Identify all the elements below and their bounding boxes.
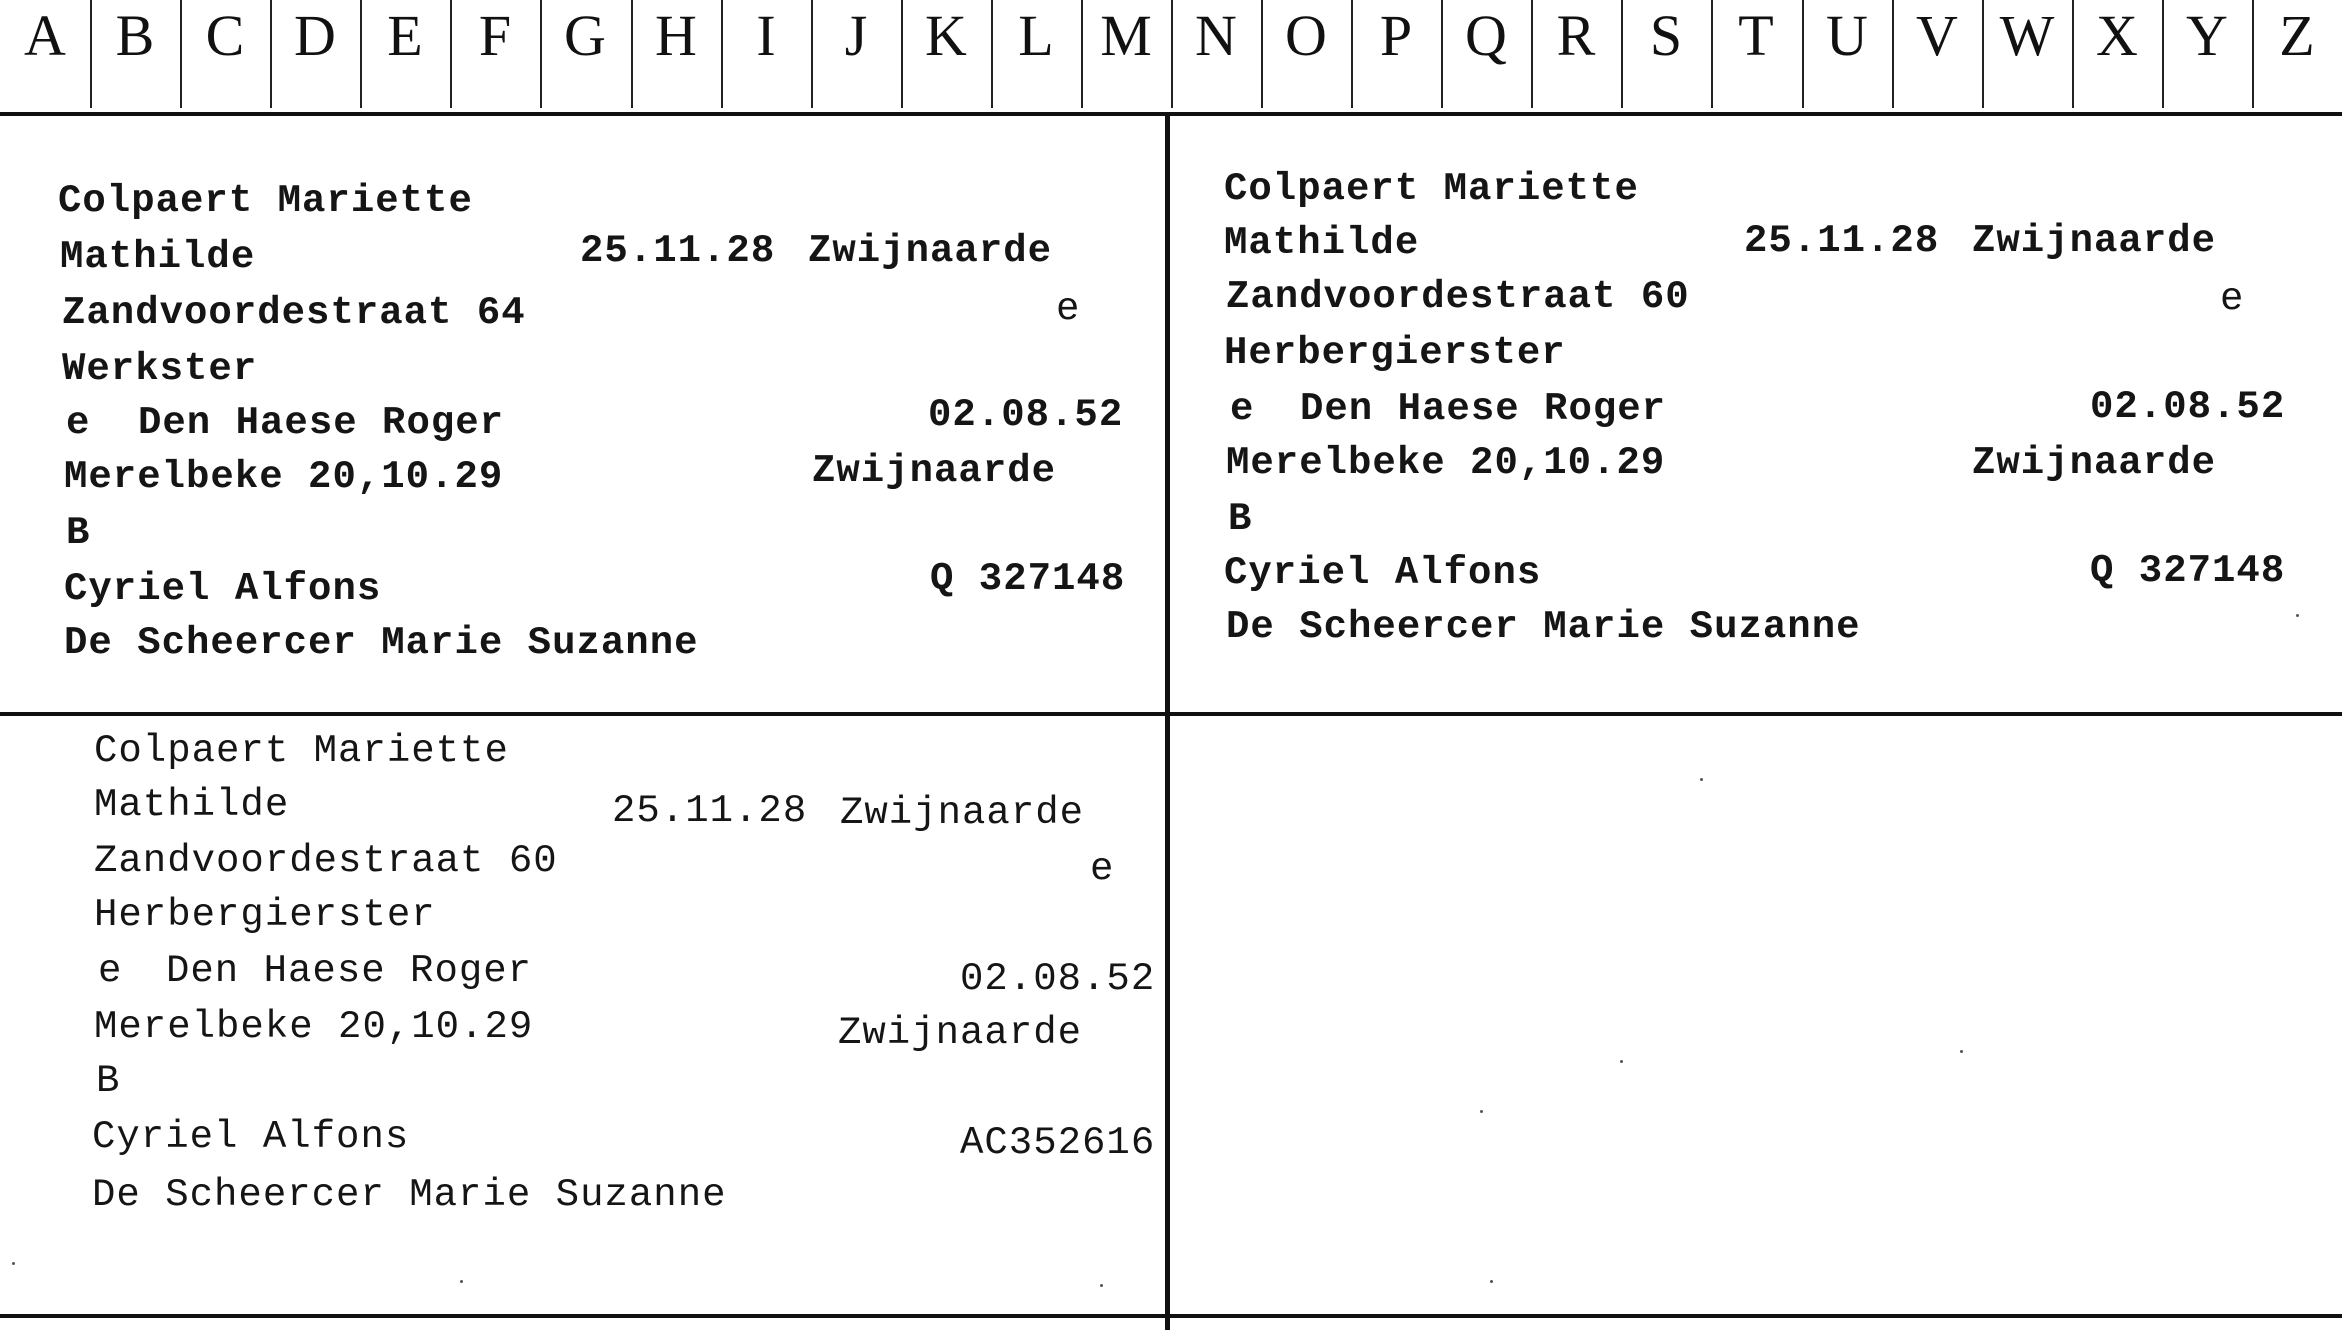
scan-speck: [1480, 1110, 1483, 1113]
card-birth-date: 25.11.28: [612, 789, 808, 833]
card-surname-name: Colpaert Mariette: [94, 729, 509, 773]
card-occupation: Werkster: [62, 347, 258, 391]
card-status: B: [96, 1059, 121, 1103]
scan-speck: [1620, 1060, 1623, 1063]
card-mother: De Scheercer Marie Suzanne: [64, 621, 699, 665]
card-mother: De Scheercer Marie Suzanne: [1226, 605, 1861, 649]
alphabet-letter-f: F: [478, 3, 512, 68]
alphabet-letter-g: G: [564, 3, 606, 68]
alphabet-letter-k: K: [925, 3, 967, 68]
alphabet-letter-m: M: [1100, 3, 1152, 68]
card-sex-mark: e: [1056, 287, 1081, 331]
alphabet-letter-y: Y: [2186, 3, 2228, 68]
alphabet-letter-p: P: [1379, 3, 1413, 68]
scan-speck: [1700, 778, 1703, 781]
alphabet-letter-t: T: [1738, 3, 1774, 68]
alphabet-divider: [1171, 0, 1173, 108]
card-father: Cyriel Alfons: [1224, 551, 1542, 595]
alphabet-divider: [1982, 0, 1984, 108]
alphabet-index-bar: [0, 0, 2342, 116]
alphabet-divider: [1081, 0, 1083, 108]
alphabet-letter-u: U: [1826, 3, 1868, 68]
card-occupation: Herbergierster: [94, 893, 436, 937]
card-father: Cyriel Alfons: [64, 567, 382, 611]
alphabet-letter-a: A: [24, 3, 66, 68]
card-father: Cyriel Alfons: [92, 1115, 410, 1159]
alphabet-divider: [901, 0, 903, 108]
card-birth-date: 25.11.28: [1744, 219, 1940, 263]
alphabet-divider: [811, 0, 813, 108]
card-given-name: Mathilde: [94, 783, 290, 827]
scan-speck: [2296, 614, 2299, 617]
alphabet-divider: [1802, 0, 1804, 108]
card-bottom-divider: [0, 1314, 2342, 1318]
alphabet-divider: [1351, 0, 1353, 108]
alphabet-letter-x: X: [2096, 3, 2138, 68]
alphabet-divider: [991, 0, 993, 108]
card-status: B: [1228, 497, 1253, 541]
card-spouse-prefix: e: [1230, 387, 1255, 431]
alphabet-letter-h: H: [655, 3, 697, 68]
alphabet-divider: [1261, 0, 1263, 108]
card-id-number: AC352616: [960, 1121, 1156, 1165]
alphabet-letter-z: Z: [2279, 3, 2315, 68]
card-spouse-name: Den Haese Roger: [138, 401, 505, 445]
alphabet-divider: [2162, 0, 2164, 108]
card-marriage-place: Zwijnaarde: [1972, 441, 2217, 485]
card-horizontal-divider: [0, 712, 2342, 716]
card-marriage-date: 02.08.52: [960, 957, 1156, 1001]
alphabet-divider: [360, 0, 362, 108]
card-birth-place: Zwijnaarde: [808, 229, 1053, 273]
card-marriage-place: Zwijnaarde: [812, 449, 1057, 493]
alphabet-letter-b: B: [115, 3, 155, 68]
scan-speck: [1490, 1280, 1493, 1283]
card-birth-place: Zwijnaarde: [1972, 219, 2217, 263]
alphabet-divider: [1621, 0, 1623, 108]
alphabet-divider: [90, 0, 92, 108]
card-sex-mark: e: [1090, 847, 1115, 891]
alphabet-divider: [631, 0, 633, 108]
card-address: Zandvoordestraat 60: [1226, 275, 1690, 319]
alphabet-divider: [540, 0, 542, 108]
card-id-number: Q 327148: [930, 557, 1126, 601]
alphabet-letter-n: N: [1195, 3, 1237, 68]
card-mother: De Scheercer Marie Suzanne: [92, 1173, 727, 1217]
alphabet-letter-r: R: [1556, 3, 1596, 68]
card-status: B: [66, 511, 91, 555]
card-given-name: Mathilde: [1224, 221, 1420, 265]
card-birth-date: 25.11.28: [580, 229, 776, 273]
scan-speck: [12, 1262, 15, 1265]
card-surname-name: Colpaert Mariette: [58, 179, 473, 223]
alphabet-divider: [1711, 0, 1713, 108]
card-address: Zandvoordestraat 64: [62, 291, 526, 335]
card-address: Zandvoordestraat 60: [94, 839, 558, 883]
alphabet-letter-j: J: [844, 3, 868, 68]
alphabet-divider: [180, 0, 182, 108]
card-given-name: Mathilde: [60, 235, 256, 279]
alphabet-divider: [1531, 0, 1533, 108]
card-occupation: Herbergierster: [1224, 331, 1566, 375]
alphabet-letter-l: L: [1018, 3, 1054, 68]
alphabet-divider: [721, 0, 723, 108]
alphabet-letter-d: D: [294, 3, 336, 68]
card-birth-place: Zwijnaarde: [840, 791, 1085, 835]
alphabet-divider: [450, 0, 452, 108]
card-sex-mark: e: [2220, 277, 2245, 321]
alphabet-letter-q: Q: [1465, 3, 1507, 68]
alphabet-letter-o: O: [1285, 3, 1327, 68]
alphabet-divider: [1892, 0, 1894, 108]
card-spouse-name: Den Haese Roger: [166, 949, 533, 993]
alphabet-divider: [1441, 0, 1443, 108]
card-vertical-divider: [1165, 114, 1170, 1330]
card-spouse-name: Den Haese Roger: [1300, 387, 1667, 431]
alphabet-letter-e: E: [387, 3, 423, 68]
scan-speck: [460, 1280, 463, 1283]
alphabet-divider: [2072, 0, 2074, 108]
alphabet-letter-c: C: [205, 3, 245, 68]
scan-speck: [1100, 1284, 1103, 1287]
card-spouse-birth: Merelbeke 20,10.29: [1226, 441, 1666, 485]
alphabet-letter-w: W: [1999, 3, 2055, 68]
card-surname-name: Colpaert Mariette: [1224, 167, 1639, 211]
card-marriage-place: Zwijnaarde: [838, 1011, 1083, 1055]
card-marriage-date: 02.08.52: [2090, 385, 2286, 429]
alphabet-letter-i: I: [756, 3, 776, 68]
alphabet-divider: [270, 0, 272, 108]
card-spouse-prefix: e: [66, 401, 91, 445]
card-marriage-date: 02.08.52: [928, 393, 1124, 437]
card-id-number: Q 327148: [2090, 549, 2286, 593]
card-spouse-birth: Merelbeke 20,10.29: [64, 455, 504, 499]
card-spouse-prefix: e: [98, 949, 123, 993]
alphabet-divider: [2252, 0, 2254, 108]
scan-speck: [1960, 1050, 1963, 1053]
alphabet-letter-v: V: [1916, 3, 1958, 68]
card-spouse-birth: Merelbeke 20,10.29: [94, 1005, 534, 1049]
alphabet-letter-s: S: [1649, 3, 1683, 68]
